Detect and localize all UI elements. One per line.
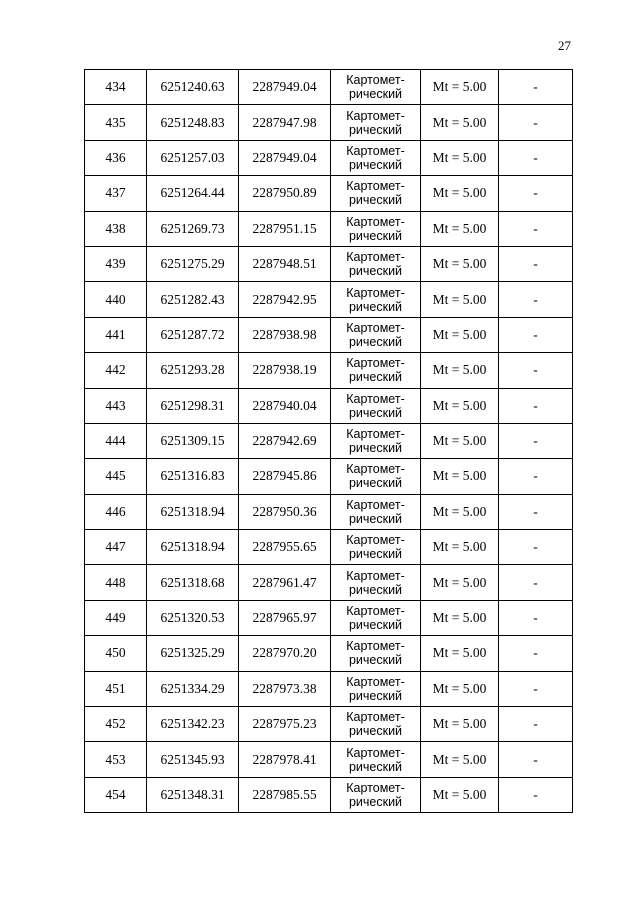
- y-coordinate-cell: 2287951.15: [239, 211, 331, 246]
- method-text-line-1: Картомет-: [346, 533, 405, 548]
- method-text-line-1: Картомет-: [346, 674, 405, 689]
- x-coordinate-cell: 6251282.43: [147, 282, 239, 317]
- method-text-line-1: Картомет-: [346, 427, 405, 442]
- y-coordinate-cell: 2287955.65: [239, 530, 331, 565]
- point-number-cell: 435: [85, 105, 147, 140]
- x-coordinate-cell: 6251348.31: [147, 777, 239, 812]
- point-number-cell: 441: [85, 317, 147, 352]
- note-cell: -: [499, 176, 573, 211]
- accuracy-cell: Mt = 5.00: [421, 282, 499, 317]
- x-coordinate-cell: 6251275.29: [147, 246, 239, 281]
- x-coordinate-cell: 6251318.68: [147, 565, 239, 600]
- method-text-line-1: Картомет-: [346, 639, 405, 654]
- x-coordinate-cell: 6251345.93: [147, 742, 239, 777]
- note-cell: -: [499, 707, 573, 742]
- method-text-line-1: Картомет-: [346, 710, 405, 725]
- note-cell: -: [499, 742, 573, 777]
- method-cell: [331, 530, 421, 565]
- method-cell: [331, 353, 421, 388]
- note-cell: -: [499, 388, 573, 423]
- y-coordinate-cell: 2287949.04: [239, 140, 331, 175]
- table-row: [85, 211, 573, 246]
- table-row: [85, 459, 573, 494]
- x-coordinate-cell: 6251264.44: [147, 176, 239, 211]
- method-cell: [331, 600, 421, 635]
- accuracy-cell: Mt = 5.00: [421, 246, 499, 281]
- y-coordinate-cell: 2287949.04: [239, 70, 331, 105]
- method-text-line-2: рический: [348, 299, 403, 314]
- method-text-line-1: Картомет-: [346, 391, 405, 406]
- method-text-line-2: рический: [348, 547, 403, 562]
- y-coordinate-cell: 2287950.89: [239, 176, 331, 211]
- method-cell: [331, 636, 421, 671]
- point-number-cell: 453: [85, 742, 147, 777]
- y-coordinate-cell: 2287947.98: [239, 105, 331, 140]
- method-cell: [331, 565, 421, 600]
- accuracy-cell: Mt = 5.00: [421, 530, 499, 565]
- y-coordinate-cell: 2287965.97: [239, 600, 331, 635]
- x-coordinate-cell: 6251318.94: [147, 530, 239, 565]
- y-coordinate-cell: 2287970.20: [239, 636, 331, 671]
- method-text-line-2: рический: [348, 441, 403, 456]
- point-number-cell: 454: [85, 777, 147, 812]
- note-cell: -: [499, 140, 573, 175]
- method-text-line-2: рический: [348, 122, 403, 137]
- table-row: [85, 707, 573, 742]
- method-text-line-1: Картомет-: [346, 356, 405, 371]
- coordinates-table-body: [85, 70, 573, 813]
- note-cell: -: [499, 565, 573, 600]
- method-text-line-2: рический: [348, 228, 403, 243]
- method-text-line-1: Картомет-: [346, 462, 405, 477]
- method-cell: [331, 423, 421, 458]
- method-text-line-2: рический: [348, 334, 403, 349]
- method-cell: [331, 317, 421, 352]
- table-row: [85, 777, 573, 812]
- table-row: [85, 105, 573, 140]
- x-coordinate-cell: 6251334.29: [147, 671, 239, 706]
- method-cell: [331, 742, 421, 777]
- method-cell: [331, 246, 421, 281]
- method-text-line-2: рический: [348, 405, 403, 420]
- note-cell: -: [499, 777, 573, 812]
- accuracy-cell: Mt = 5.00: [421, 140, 499, 175]
- method-text-line-2: рический: [348, 618, 403, 633]
- point-number-cell: 436: [85, 140, 147, 175]
- point-number-cell: 449: [85, 600, 147, 635]
- y-coordinate-cell: 2287985.55: [239, 777, 331, 812]
- y-coordinate-cell: 2287938.19: [239, 353, 331, 388]
- accuracy-cell: Mt = 5.00: [421, 742, 499, 777]
- accuracy-cell: Mt = 5.00: [421, 423, 499, 458]
- accuracy-cell: Mt = 5.00: [421, 211, 499, 246]
- point-number-cell: 443: [85, 388, 147, 423]
- y-coordinate-cell: 2287961.47: [239, 565, 331, 600]
- method-cell: [331, 388, 421, 423]
- table-row: [85, 423, 573, 458]
- note-cell: -: [499, 600, 573, 635]
- method-text-line-2: рический: [348, 511, 403, 526]
- method-text-line-2: рический: [348, 476, 403, 491]
- method-text-line-1: Картомет-: [346, 214, 405, 229]
- method-text-line-1: Картомет-: [346, 179, 405, 194]
- method-cell: [331, 671, 421, 706]
- table-row: [85, 600, 573, 635]
- note-cell: -: [499, 70, 573, 105]
- point-number-cell: 437: [85, 176, 147, 211]
- method-cell: [331, 105, 421, 140]
- x-coordinate-cell: 6251320.53: [147, 600, 239, 635]
- point-number-cell: 440: [85, 282, 147, 317]
- note-cell: -: [499, 459, 573, 494]
- table-row: [85, 530, 573, 565]
- method-text-line-2: рический: [348, 157, 403, 172]
- method-text-line-2: рический: [348, 724, 403, 739]
- accuracy-cell: Mt = 5.00: [421, 105, 499, 140]
- table-row: [85, 282, 573, 317]
- x-coordinate-cell: 6251298.31: [147, 388, 239, 423]
- x-coordinate-cell: 6251269.73: [147, 211, 239, 246]
- table-row: [85, 742, 573, 777]
- method-cell: [331, 459, 421, 494]
- method-text-line-1: Картомет-: [346, 108, 405, 123]
- method-cell: [331, 176, 421, 211]
- method-text-line-2: рический: [348, 264, 403, 279]
- y-coordinate-cell: 2287948.51: [239, 246, 331, 281]
- y-coordinate-cell: 2287978.41: [239, 742, 331, 777]
- method-text-line-1: Картомет-: [346, 320, 405, 335]
- y-coordinate-cell: 2287940.04: [239, 388, 331, 423]
- accuracy-cell: Mt = 5.00: [421, 671, 499, 706]
- method-cell: [331, 70, 421, 105]
- x-coordinate-cell: 6251318.94: [147, 494, 239, 529]
- accuracy-cell: Mt = 5.00: [421, 494, 499, 529]
- note-cell: -: [499, 282, 573, 317]
- point-number-cell: 444: [85, 423, 147, 458]
- note-cell: -: [499, 636, 573, 671]
- y-coordinate-cell: 2287942.69: [239, 423, 331, 458]
- coordinates-table: [84, 69, 573, 813]
- x-coordinate-cell: 6251240.63: [147, 70, 239, 105]
- note-cell: -: [499, 105, 573, 140]
- accuracy-cell: Mt = 5.00: [421, 353, 499, 388]
- method-cell: [331, 282, 421, 317]
- method-text-line-1: Картомет-: [346, 497, 405, 512]
- page-number: 27: [558, 38, 571, 53]
- table-row: [85, 565, 573, 600]
- method-text-line-2: рический: [348, 759, 403, 774]
- y-coordinate-cell: 2287942.95: [239, 282, 331, 317]
- y-coordinate-cell: 2287938.98: [239, 317, 331, 352]
- point-number-cell: 452: [85, 707, 147, 742]
- method-text-line-2: рический: [348, 370, 403, 385]
- accuracy-cell: Mt = 5.00: [421, 600, 499, 635]
- x-coordinate-cell: 6251257.03: [147, 140, 239, 175]
- method-text-line-1: Картомет-: [346, 745, 405, 760]
- method-text-line-2: рический: [348, 193, 403, 208]
- x-coordinate-cell: 6251316.83: [147, 459, 239, 494]
- accuracy-cell: Mt = 5.00: [421, 388, 499, 423]
- point-number-cell: 434: [85, 70, 147, 105]
- y-coordinate-cell: 2287950.36: [239, 494, 331, 529]
- note-cell: -: [499, 423, 573, 458]
- point-number-cell: 442: [85, 353, 147, 388]
- point-number-cell: 445: [85, 459, 147, 494]
- y-coordinate-cell: 2287973.38: [239, 671, 331, 706]
- method-cell: [331, 707, 421, 742]
- method-cell: [331, 211, 421, 246]
- point-number-cell: 451: [85, 671, 147, 706]
- accuracy-cell: Mt = 5.00: [421, 777, 499, 812]
- note-cell: -: [499, 246, 573, 281]
- table-row: [85, 176, 573, 211]
- method-cell: [331, 140, 421, 175]
- x-coordinate-cell: 6251342.23: [147, 707, 239, 742]
- note-cell: -: [499, 530, 573, 565]
- x-coordinate-cell: 6251293.28: [147, 353, 239, 388]
- accuracy-cell: Mt = 5.00: [421, 317, 499, 352]
- table-row: [85, 494, 573, 529]
- point-number-cell: 438: [85, 211, 147, 246]
- x-coordinate-cell: 6251325.29: [147, 636, 239, 671]
- note-cell: -: [499, 671, 573, 706]
- table-row: [85, 246, 573, 281]
- table-row: [85, 353, 573, 388]
- note-cell: -: [499, 494, 573, 529]
- table-row: [85, 388, 573, 423]
- x-coordinate-cell: 6251309.15: [147, 423, 239, 458]
- accuracy-cell: Mt = 5.00: [421, 176, 499, 211]
- method-text-line-2: рический: [348, 688, 403, 703]
- accuracy-cell: Mt = 5.00: [421, 459, 499, 494]
- accuracy-cell: Mt = 5.00: [421, 70, 499, 105]
- note-cell: -: [499, 317, 573, 352]
- table-row: [85, 140, 573, 175]
- y-coordinate-cell: 2287945.86: [239, 459, 331, 494]
- point-number-cell: 446: [85, 494, 147, 529]
- accuracy-cell: Mt = 5.00: [421, 707, 499, 742]
- method-text-line-1: Картомет-: [346, 781, 405, 795]
- method-text-line-2: рический: [348, 582, 403, 597]
- method-text-line-2: рический: [348, 653, 403, 668]
- method-text-line-1: Картомет-: [346, 143, 405, 158]
- x-coordinate-cell: 6251287.72: [147, 317, 239, 352]
- point-number-cell: 450: [85, 636, 147, 671]
- point-number-cell: 439: [85, 246, 147, 281]
- method-text-line-1: Картомет-: [346, 604, 405, 619]
- table-row: [85, 671, 573, 706]
- accuracy-cell: Mt = 5.00: [421, 636, 499, 671]
- y-coordinate-cell: 2287975.23: [239, 707, 331, 742]
- method-text-line-1: Картомет-: [346, 285, 405, 300]
- method-text-line-1: Картомет-: [346, 250, 405, 265]
- point-number-cell: 448: [85, 565, 147, 600]
- table-row: [85, 317, 573, 352]
- accuracy-cell: Mt = 5.00: [421, 565, 499, 600]
- table-row: [85, 636, 573, 671]
- method-text-line-1: Картомет-: [346, 73, 405, 88]
- method-text-line-1: Картомет-: [346, 568, 405, 583]
- table-row: [85, 70, 573, 105]
- method-cell: [331, 494, 421, 529]
- x-coordinate-cell: 6251248.83: [147, 105, 239, 140]
- method-text-line-2: рический: [348, 87, 403, 102]
- note-cell: -: [499, 211, 573, 246]
- note-cell: -: [499, 353, 573, 388]
- point-number-cell: 447: [85, 530, 147, 565]
- method-text-line-2: рический: [348, 795, 403, 809]
- method-cell: [331, 777, 421, 812]
